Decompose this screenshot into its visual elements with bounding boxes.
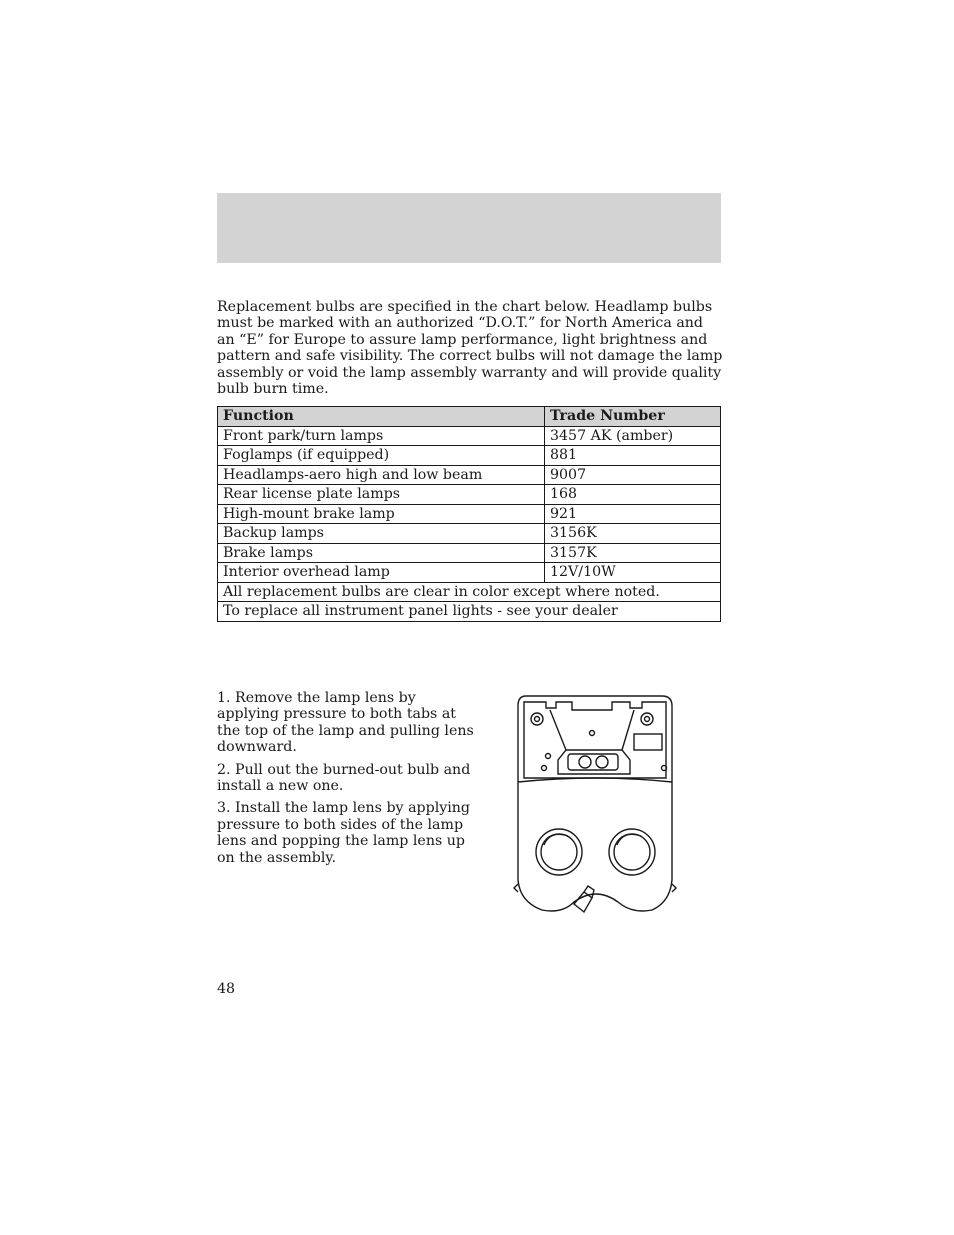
step-3: 3. Install the lamp lens by applying pressure to both sides of the lamp lens and popping the lamp lens up on the assembly. bbox=[217, 800, 470, 866]
table-row bbox=[218, 426, 721, 446]
step-2: 2. Pull out the burned-out bulb and install a new one. bbox=[217, 761, 471, 795]
overhead-lamp-illustration bbox=[512, 690, 678, 920]
table-row bbox=[218, 524, 721, 544]
trade-number-cell: 3156K bbox=[545, 524, 721, 544]
page-number: 48 bbox=[217, 981, 236, 997]
table-row bbox=[218, 485, 721, 505]
trade-number-cell: 168 bbox=[545, 485, 721, 505]
function-cell: High-mount brake lamp bbox=[218, 504, 545, 524]
function-cell: Foglamps (if equipped) bbox=[218, 446, 545, 466]
table-row bbox=[218, 465, 721, 485]
bulb-table bbox=[217, 406, 721, 622]
step-1: 1. Remove the lamp lens by applying pressure to both tabs at the top of the lamp and pulling lens downward. bbox=[217, 690, 474, 756]
table-header-row bbox=[218, 407, 721, 427]
trade-number-cell: 3157K bbox=[545, 543, 721, 563]
table-note-instrument-panel: To replace all instrument panel lights - see your dealer bbox=[218, 602, 721, 622]
table-row bbox=[218, 446, 721, 466]
function-cell: Backup lamps bbox=[218, 524, 545, 544]
intro-paragraph: Replacement bulbs are specified in the chart below. Headlamp bulbs must be marked with an authorized “D.O.T.” for North America and an “E” for Europe to assure lamp performance, light brightness and pattern and safe visibility. The correct bulbs will not damage the lamp assembly or void the lamp assembly warranty and will provide quality bulb burn time. bbox=[217, 299, 723, 398]
column-header-function: Function bbox=[218, 407, 545, 427]
trade-number-cell: 9007 bbox=[545, 465, 721, 485]
table-note-row bbox=[218, 582, 721, 602]
instruction-steps bbox=[217, 690, 479, 872]
column-header-trade-number: Trade Number bbox=[545, 407, 721, 427]
function-cell: Front park/turn lamps bbox=[218, 426, 545, 446]
trade-number-cell: 12V/10W bbox=[545, 563, 721, 583]
table-row bbox=[218, 543, 721, 563]
table-row bbox=[218, 563, 721, 583]
trade-number-cell: 3457 AK (amber) bbox=[545, 426, 721, 446]
function-cell: Brake lamps bbox=[218, 543, 545, 563]
section-header-band bbox=[217, 193, 721, 263]
function-cell: Interior overhead lamp bbox=[218, 563, 545, 583]
trade-number-cell: 921 bbox=[545, 504, 721, 524]
function-cell: Headlamps-aero high and low beam bbox=[218, 465, 545, 485]
trade-number-cell: 881 bbox=[545, 446, 721, 466]
table-row bbox=[218, 504, 721, 524]
table-note-row bbox=[218, 602, 721, 622]
table-note-color: All replacement bulbs are clear in color except where noted. bbox=[218, 582, 721, 602]
function-cell: Rear license plate lamps bbox=[218, 485, 545, 505]
